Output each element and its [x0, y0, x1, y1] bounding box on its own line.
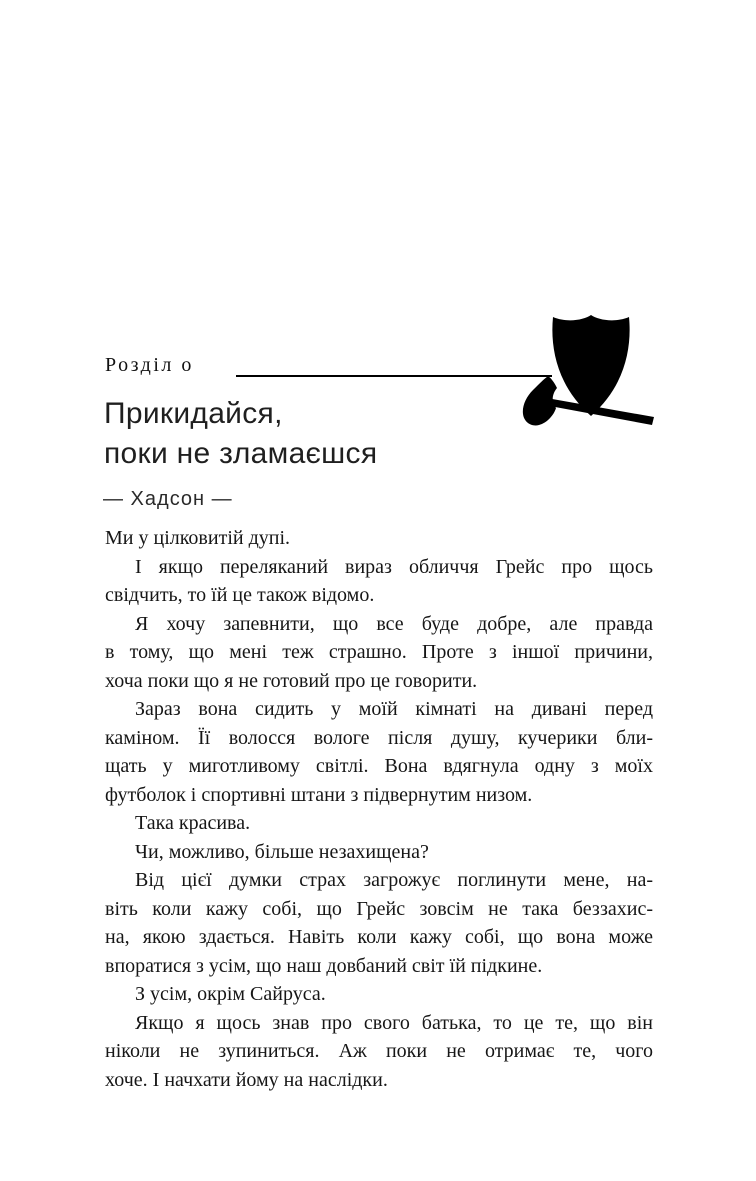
pov-character-line: — Хадсон — [103, 488, 233, 510]
body-line: хоча поки що я не готовий про це говорити. [105, 669, 478, 692]
body-line: Чи, можливо, більше незахищена? [135, 840, 429, 863]
chapter-title-line-1: Прикидайся, [104, 397, 283, 430]
body-line: віть коли кажу собі, що Грейс зовсім не така беззахис- [105, 897, 653, 920]
body-line: Зараз вона сидить у моїй кімнаті на дивані перед [135, 698, 653, 720]
body-line: Ми у цілковитій дупі. [105, 527, 291, 549]
body-line: Я хочу запевнити, що все буде добре, але правда [135, 612, 653, 635]
body-line: каміном. Її волосся вологе після душу, кучерики бли- [105, 726, 653, 749]
body-line: в тому, що мені теж страшно. Проте з іншої причини, [105, 641, 653, 663]
body-line: впоратися з усім, що наш довбаний світ їй підкине. [105, 954, 543, 977]
body-line: ніколи не зупиниться. Аж поки не отримає те, чого [105, 1040, 653, 1062]
body-line: Така красива. [135, 812, 251, 834]
body-line: хоче. І начхати йому на наслідки. [105, 1068, 388, 1091]
body-line: щать у миготливому світлі. Вона вдягнула одну з моїх [105, 755, 653, 777]
shield-axe-icon [521, 314, 656, 429]
body-line: Від цієї думки страх загрожує поглинути мене, на- [135, 869, 653, 891]
body-text [105, 524, 653, 1094]
body-line: свідчить, то їй це також відомо. [105, 584, 375, 606]
body-line: І якщо переляканий вираз обличчя Грейс про щось [135, 555, 653, 578]
chapter-title [104, 394, 377, 474]
chapter-title-line-2: поки не зламаєшся [104, 437, 378, 470]
body-line: Якщо я щось знав про свого батька, то це те, що він [135, 1011, 653, 1034]
body-line: З усім, окрім Сайруса. [135, 983, 326, 1005]
body-line: на, якою здається. Навіть коли кажу собі, що вона може [105, 926, 653, 948]
body-line: футболок і спортивні штани з підвернутим низом. [105, 783, 533, 806]
chapter-rule [236, 375, 552, 377]
chapter-label: Розділ о [105, 354, 194, 376]
